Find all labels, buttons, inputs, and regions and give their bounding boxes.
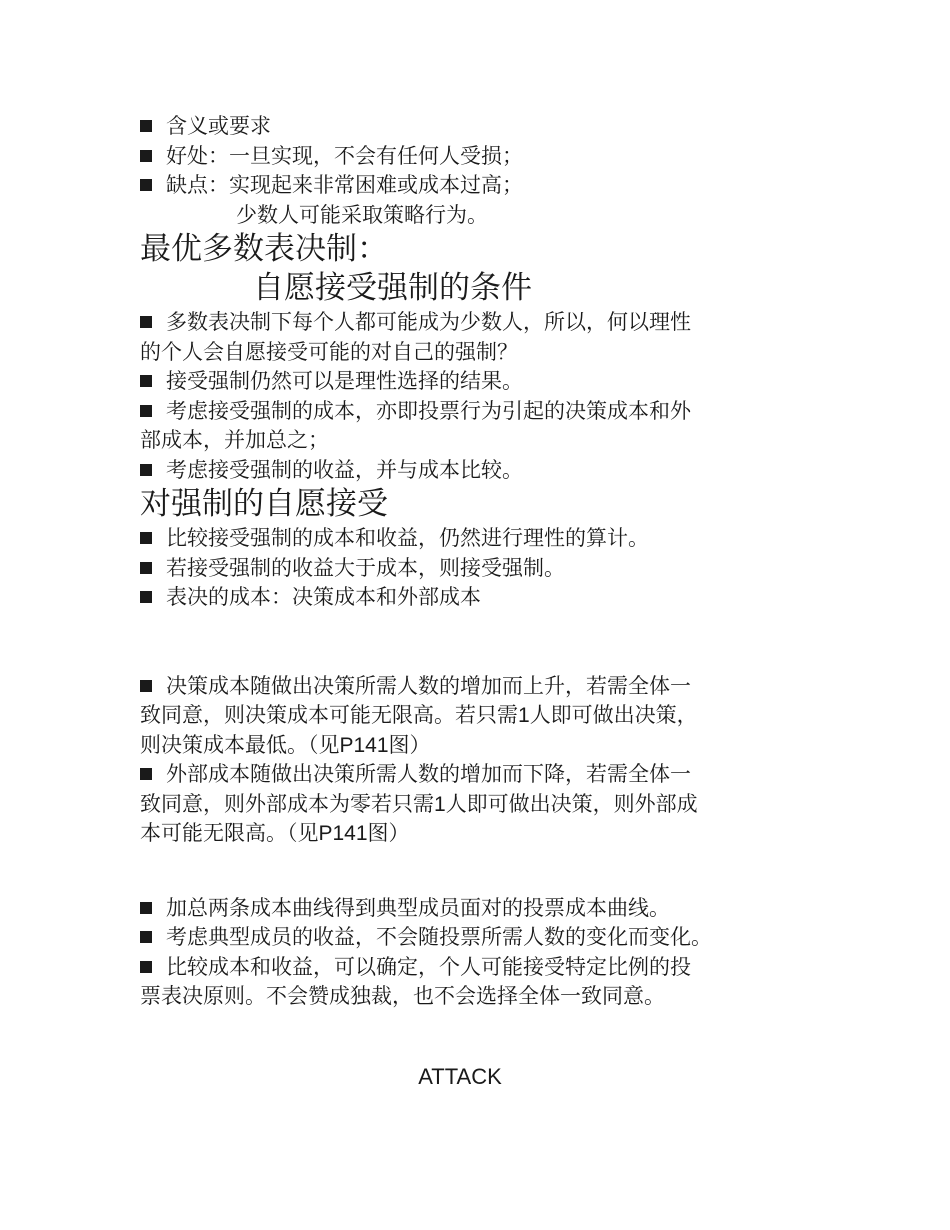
square-bullet-icon — [140, 532, 152, 544]
square-bullet-icon — [140, 902, 152, 914]
bullet-item-continuation: 本可能无限高。（见P141图） — [140, 821, 410, 845]
bullet-item: 表决的成本：决策成本和外部成本 — [140, 583, 820, 613]
square-bullet-icon — [140, 562, 152, 574]
square-bullet-icon — [140, 768, 152, 780]
square-bullet-icon — [140, 961, 152, 973]
bullet-continuation: 少数人可能采取策略行为。 — [236, 202, 488, 227]
square-bullet-icon — [140, 680, 152, 692]
footer-label: ATTACK — [418, 1064, 502, 1089]
bullet-item: 考虑典型成员的收益，不会随投票所需人数的变化而变化。 — [140, 923, 820, 953]
square-bullet-icon — [140, 591, 152, 603]
bullet-item-continuation: 致同意，则外部成本为零若只需1人即可做出决策，则外部成 — [140, 791, 698, 816]
bullet-item: 考虑接受强制的收益，并与成本比较。 — [140, 456, 820, 486]
square-bullet-icon — [140, 405, 152, 417]
heading-conditions: 自愿接受强制的条件 — [253, 270, 532, 306]
bullet-item: 外部成本随做出决策所需人数的增加而下降，若需全体一 — [140, 760, 820, 790]
square-bullet-icon — [140, 931, 152, 943]
bullet-item: 加总两条成本曲线得到典型成员面对的投票成本曲线。 — [140, 894, 820, 924]
bullet-item-continuation: 部成本，并加总之； — [140, 428, 329, 452]
bullet-item: 比较成本和收益，可以确定，个人可能接受特定比例的投 — [140, 953, 820, 983]
spacer — [140, 613, 820, 672]
heading-voluntary: 对强制的自愿接受 — [140, 486, 388, 522]
document-body — [140, 112, 820, 1012]
square-bullet-icon — [140, 150, 152, 162]
bullet-item: 考虑接受强制的成本，亦即投票行为引起的决策成本和外 — [140, 397, 820, 427]
square-bullet-icon — [140, 464, 152, 476]
square-bullet-icon — [140, 120, 152, 132]
square-bullet-icon — [140, 375, 152, 387]
bullet-item-continuation: 的个人会自愿接受可能的对自己的强制？ — [140, 339, 518, 364]
bullet-item: 决策成本随做出决策所需人数的增加而上升，若需全体一 — [140, 672, 820, 702]
bullet-item-continuation: 致同意，则决策成本可能无限高。若只需1人即可做出决策， — [140, 703, 698, 727]
bullet-item-continuation: 则决策成本最低。（见P141图） — [140, 732, 431, 757]
bullet-item: 比较接受强制的成本和收益，仍然进行理性的算计。 — [140, 524, 820, 554]
bullet-item: 接受强制仍然可以是理性选择的结果。 — [140, 367, 820, 397]
square-bullet-icon — [140, 316, 152, 328]
bullet-item: 若接受强制的收益大于成本，则接受强制。 — [140, 554, 820, 584]
bullet-item: 多数表决制下每个人都可能成为少数人，所以，何以理性 — [140, 308, 820, 338]
bullet-item-continuation: 票表决原则。不会赞成独裁，也不会选择全体一致同意。 — [140, 984, 665, 1008]
bullet-item: 好处：一旦实现，不会有任何人受损； — [140, 142, 820, 172]
spacer — [140, 849, 820, 894]
bullet-item: 缺点：实现起来非常困难或成本过高； — [140, 171, 820, 201]
square-bullet-icon — [140, 179, 152, 191]
heading-majority: 最优多数表决制： — [140, 231, 388, 267]
bullet-item: 含义或要求 — [140, 112, 820, 142]
